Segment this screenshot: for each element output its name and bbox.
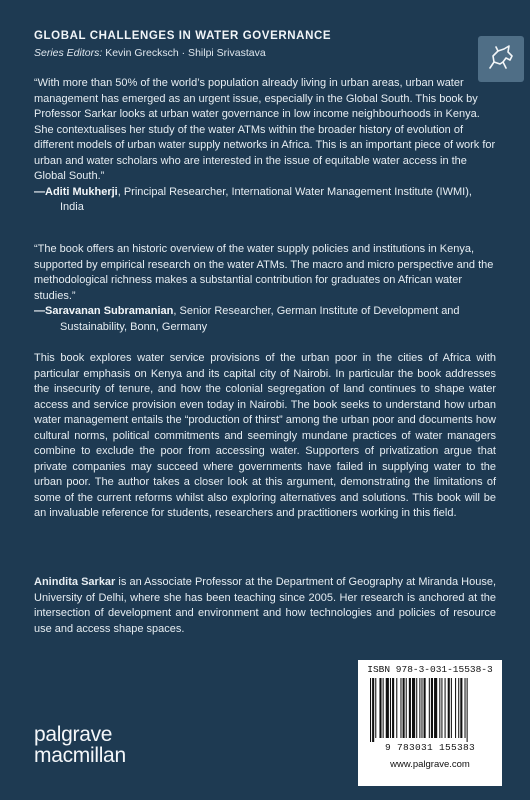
quote-author: —Aditi Mukherji (34, 185, 118, 198)
barcode-icon (366, 678, 494, 742)
author-bio-text: is an Associate Professor at the Department of Geography at Miranda House, University of Delhi, where she has been teaching since 2005. Her research is anchored at the intersection of development and environment and how technologies and policies of resource use and access shape spaces. (34, 576, 497, 635)
quote-affiliation: , Principal Researcher, International Water Management Institute (IWMI), India (60, 185, 472, 213)
series-editors-names: Kevin Grecksch · Shilpi Srivastava (105, 47, 266, 59)
quote-affiliation: , Senior Researcher, German Institute of Development and Sustainability, Bonn, Germany (60, 305, 460, 333)
isbn-label: ISBN 978-3-031-15538-3 (367, 664, 493, 675)
author-bio (34, 575, 496, 637)
barcode-box (358, 660, 502, 786)
description-text: This book explores water service provisions of the urban poor in the cities of Africa with particular emphasis on Kenya and its capital city of Nairobi. In particular the book addresses the insecurity of tenure, and how the colonial segregation of land continues to shape water access and service provision even today in Nairobi. The book seeks to understand how urban water management entails the “production of thirst” among the urban poor and documents how cultural norms, political commitments and seemingly mundane practices of water managers combine to exclude the poor from accessing water. Supporters of privatization argue that private companies may succeed where governments have failed in supplying water to the urban poor. The author takes a closer look at this argument, demonstrating the limitations of some of the current reforms whilst also exploring alternatives and solutions. This book will be an invaluable reference for students, researchers and practitioners working in this field. (34, 352, 496, 519)
quote-attribution (34, 304, 496, 335)
publisher-url: www.palgrave.com (390, 759, 470, 770)
quote-text: “With more than 50% of the world’s population already living in urban areas, urban water management has emerged as an urgent issue, especially in the Global South. This book by Professor Sarkar looks at urban water governance in low income neighbourhoods in Kenya. She contextualises her study of the water ATMs within the broader history of evolution of different models of urban water supply networks in Africa. This is an important piece of work for urban and water scholars who are interested in the issue of equitable water access in the Global South.” (34, 77, 496, 182)
endorsement-quote (34, 242, 496, 335)
quote-attribution (34, 185, 496, 216)
series-editors (34, 47, 266, 59)
barcode-number: 9 783031 155383 (384, 742, 475, 753)
author-name: Anindita Sarkar (34, 576, 116, 588)
publisher-logo (34, 724, 126, 767)
series-title: GLOBAL CHALLENGES IN WATER GOVERNANCE (34, 30, 332, 42)
series-editors-label: Series Editors: (34, 47, 103, 59)
endorsement-quote (34, 76, 496, 216)
publisher-logo-line2: macmillan (34, 744, 126, 767)
quote-author: —Saravanan Subramanian (34, 305, 174, 317)
publisher-logo-line1: palgrave (34, 723, 113, 746)
quote-text: “The book offers an historic overview of the water supply policies and institutions in Kenya, supported by empirical research on the water ATMs. The macro and micro perspective and the methodological richness makes a substantial contribution for graduates on African water studies.” (34, 243, 494, 302)
book-description (34, 351, 496, 522)
